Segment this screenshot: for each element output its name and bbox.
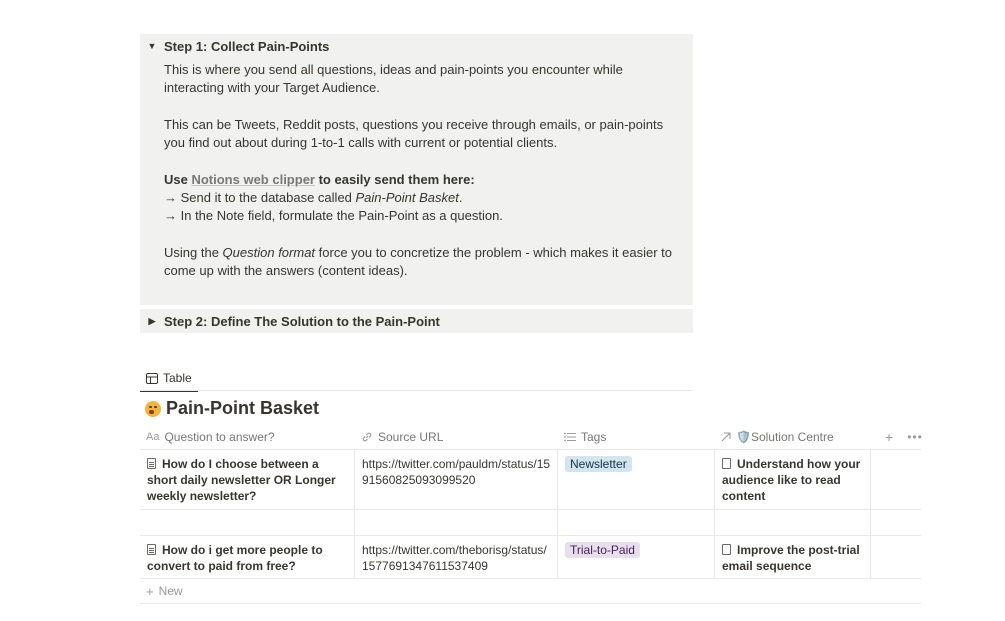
new-row-label: New	[158, 584, 183, 598]
column-header-solution-centre[interactable]	[715, 425, 871, 449]
table-row[interactable]	[140, 510, 921, 536]
row-tags-cell[interactable]	[558, 510, 715, 535]
row-solution-cell[interactable]	[715, 450, 871, 509]
page-icon	[722, 458, 731, 469]
column-header-question[interactable]	[140, 425, 355, 449]
step1-use-line	[164, 171, 684, 189]
p4-emphasis: Question format	[222, 244, 316, 260]
plus-icon: +	[146, 583, 154, 599]
row-tags-cell[interactable]	[558, 450, 715, 509]
step1-paragraph-2: This can be Tweets, Reddit posts, questions you receive through emails, or pain-points you find out about during 1-to-1 calls with current or potential clients.	[164, 116, 664, 151]
row-tags-cell[interactable]	[558, 536, 715, 578]
row-question-cell[interactable]	[140, 510, 355, 535]
column-header-tags[interactable]	[558, 425, 715, 449]
p4-prefix: Using the	[164, 244, 223, 260]
column-header-tags-label: Tags	[581, 430, 607, 444]
step1-content	[164, 61, 684, 299]
toggle-down-triangle-icon[interactable]: ▼	[147, 41, 157, 51]
relation-arrow-icon	[721, 432, 731, 442]
column-header-source-url[interactable]	[355, 425, 558, 449]
column-header-question-label: Question to answer?	[164, 430, 275, 444]
arrow1-suffix: .	[458, 190, 463, 206]
arrow1-emphasis: Pain-Point Basket	[355, 190, 459, 206]
row-empty-cell	[871, 450, 921, 509]
add-property-plus-icon[interactable]: +	[885, 429, 894, 445]
notions-web-clipper-link[interactable]: Notions web clipper	[191, 171, 315, 187]
step2-toggle-block	[140, 309, 693, 333]
table-row[interactable]	[140, 536, 921, 579]
tag-badge: Newsletter	[565, 456, 632, 472]
row-question-cell[interactable]	[140, 450, 355, 509]
step1-paragraph-4	[164, 244, 684, 281]
step2-title: Step 2: Define The Solution to the Pain-Point	[164, 313, 440, 329]
row-solution-text: Improve the post-trial email sequence	[722, 543, 860, 574]
text-property-icon: Aa	[146, 431, 160, 443]
p4-suffix: force you to concretize the problem - which makes it easier to come up with the answers (content ideas).	[164, 244, 672, 279]
tab-table-view[interactable]	[140, 366, 198, 392]
row-source-url-cell[interactable]: https://twitter.com/pauldm/status/1591560825093099520	[355, 450, 558, 509]
list-icon	[564, 432, 576, 442]
row-empty-cell	[871, 510, 921, 535]
column-header-actions	[871, 425, 921, 449]
step2-toggle-header[interactable]	[140, 309, 440, 333]
column-header-solution-centre-label: 🛡️Solution Centre	[736, 430, 834, 444]
database-title[interactable]	[145, 398, 319, 419]
view-tabs-divider	[140, 390, 693, 391]
toggle-right-triangle-icon[interactable]: ▶	[148, 315, 156, 326]
tab-table-label: Table	[163, 371, 192, 385]
tag-badge: Trial-to-Paid	[565, 542, 640, 558]
step1-toggle-header[interactable]	[140, 34, 329, 58]
step1-arrow-line-1	[164, 189, 684, 207]
table-icon	[146, 373, 158, 384]
more-options-icon[interactable]: •••	[907, 430, 923, 444]
row-question-text: How do i get more people to convert to paid from free?	[147, 543, 323, 574]
link-icon	[361, 431, 373, 443]
arrow1-prefix: → Send it to the database called	[164, 190, 356, 206]
step1-title: Step 1: Collect Pain-Points	[164, 38, 330, 54]
row-solution-cell[interactable]	[715, 510, 871, 535]
new-row-button[interactable]	[140, 579, 921, 604]
table-row[interactable]	[140, 450, 921, 510]
column-header-source-url-label: Source URL	[378, 430, 444, 444]
database-title-text: Pain-Point Basket	[166, 398, 320, 418]
step1-arrow-line-2: → In the Note field, formulate the Pain-Point as a question.	[164, 208, 503, 224]
table-header-row	[140, 425, 921, 450]
page-icon	[147, 544, 156, 555]
page-icon	[722, 544, 731, 555]
page-icon	[147, 458, 156, 469]
row-source-url-cell[interactable]	[355, 510, 558, 535]
use-suffix: to easily send them here:	[314, 171, 475, 187]
use-prefix: Use	[164, 171, 192, 187]
row-source-url-cell[interactable]: https://twitter.com/theborisg/status/1577691347611537409	[355, 536, 558, 578]
step1-toggle-block	[140, 34, 693, 305]
row-solution-text: Understand how your audience like to read content	[722, 457, 861, 504]
row-solution-cell[interactable]	[715, 536, 871, 578]
row-question-cell[interactable]	[140, 536, 355, 578]
row-empty-cell	[871, 536, 921, 578]
row-question-text: How do I choose between a short daily newsletter OR Longer weekly newsletter?	[147, 457, 336, 504]
pain-point-table	[140, 425, 921, 604]
step1-paragraph-1: This is where you send all questions, ideas and pain-points you encounter while interacting with your Target Audience.	[164, 62, 623, 96]
exploding-head-emoji-icon[interactable]	[145, 401, 161, 417]
